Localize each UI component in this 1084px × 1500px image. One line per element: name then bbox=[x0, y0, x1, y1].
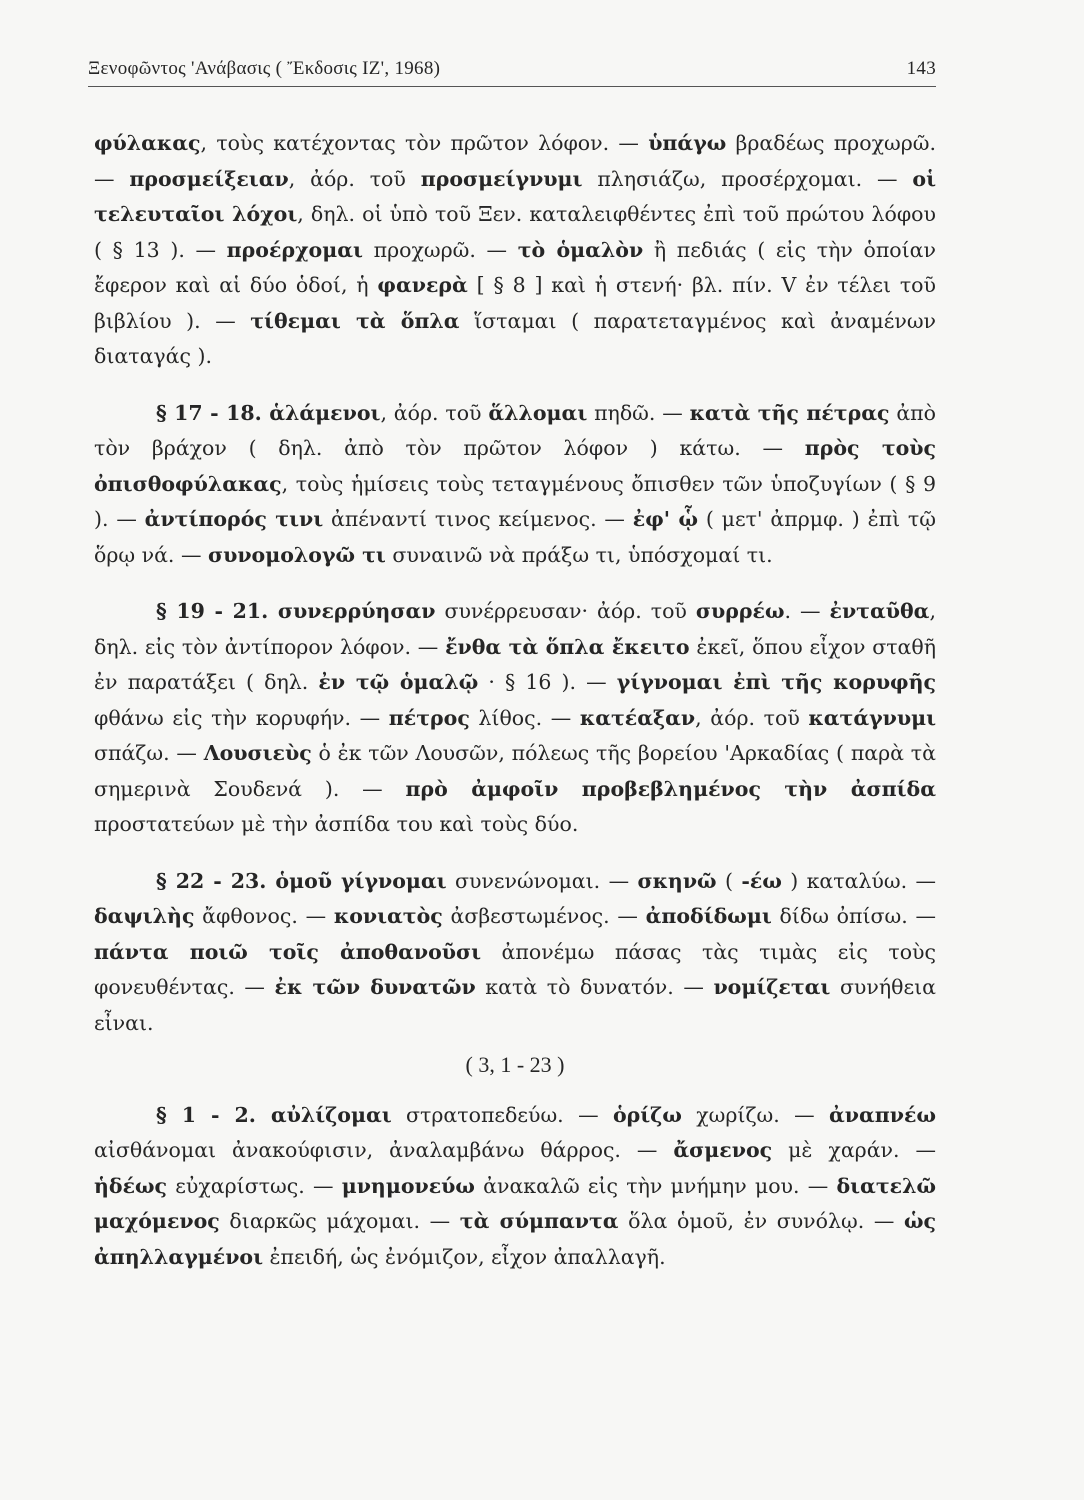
gloss-text: στρατοπεδεύω. — bbox=[391, 1102, 613, 1127]
lemma-term: κατάγνυμι bbox=[808, 705, 937, 730]
lemma-term: § 1 - 2. bbox=[156, 1102, 271, 1127]
gloss-text: μὲ χαράν. — bbox=[772, 1138, 937, 1162]
gloss-text: προχωρῶ. — bbox=[362, 237, 518, 262]
header-title: Ξενοφῶντος 'Ανάβασις ( Ἔκδοσις ΙΖ', 1968) bbox=[88, 58, 441, 79]
gloss-text: ) καταλύω. — bbox=[781, 868, 936, 893]
gloss-text: ἐκεῖ, ὅπου εἶχον σταθῆ ἐν παρατάξει ( δηλ. bbox=[94, 634, 937, 694]
gloss-text: πηδῶ. — bbox=[587, 400, 690, 425]
lemma-term: πέτρος bbox=[388, 705, 470, 730]
gloss-text: ( μετ' ἀπρμφ. ) ἐπὶ τῷ ὅρῳ νά. — bbox=[94, 507, 936, 567]
lemma-term: κατέαξαν bbox=[579, 705, 696, 730]
gloss-text: ( bbox=[716, 868, 742, 893]
lemma-term: ἔνθα τὰ ὅπλα ἔκειτο bbox=[445, 634, 690, 659]
paragraph-1 bbox=[94, 126, 936, 375]
lemma-term: αὐλίζομαι bbox=[270, 1102, 392, 1127]
lemma-term: συνερρύησαν bbox=[277, 599, 436, 623]
lemma-term: κονιατὸς bbox=[333, 904, 443, 928]
lemma-term: ἁλάμενοι bbox=[269, 400, 381, 425]
gloss-text: ἀσβεστωμένος. — bbox=[442, 904, 646, 928]
gloss-text: συνήθεια εἶναι. bbox=[94, 975, 936, 1035]
gloss-text: ἢ πεδιάς ( εἰς τὴν ὁποίαν ἔφερον καὶ αἱ δύο ὁδοί, ἡ bbox=[94, 237, 936, 297]
lemma-term: ἀναπνέω bbox=[829, 1102, 937, 1127]
lemma-term: φύλακας bbox=[94, 131, 201, 155]
lemma-term: προσμείξειαν bbox=[129, 166, 289, 191]
gloss-text: , ἀόρ. τοῦ bbox=[380, 400, 489, 425]
lemma-term: διατελῶ μαχόμενος bbox=[94, 1173, 936, 1233]
gloss-text: χωρίζω. — bbox=[681, 1102, 830, 1127]
paragraph-section-1-2 bbox=[94, 1098, 936, 1276]
lemma-term: οἱ τελευταῖοι λόχοι bbox=[94, 166, 936, 226]
lemma-term: μνημονεύω bbox=[341, 1173, 475, 1198]
paragraph-section-22-23 bbox=[94, 864, 936, 1042]
gloss-text: ἀπέναντί τινος κείμενος. — bbox=[323, 507, 633, 531]
lemma-term: πρὸς τοὺς ὀπισθοφύλακας bbox=[94, 436, 937, 496]
lemma-term: ἐνταῦθα bbox=[829, 599, 930, 623]
gloss-text: , ἀόρ. τοῦ bbox=[695, 705, 809, 730]
gloss-text: ἀπονέμω πάσας τὰς τιμὰς εἰς τοὺς φονευθέντας. — bbox=[94, 939, 936, 999]
lemma-term: § 17 - 18. bbox=[156, 400, 270, 425]
lemma-term: προέρχομαι bbox=[226, 237, 363, 262]
lemma-term: § 22 - 23. bbox=[156, 868, 276, 893]
gloss-text: ἀνακαλῶ εἰς τὴν μνήμην μου. — bbox=[474, 1173, 837, 1198]
gloss-text: [ § 8 ] καὶ ἡ στενή· βλ. πίν. V ἐν τέλει τοῦ βιβλίου ). — bbox=[94, 273, 936, 333]
gloss-text: ἐπειδή, ὡς ἐνόμιζον, εἶχον ἀπαλλαγῆ. bbox=[263, 1244, 666, 1269]
gloss-text: συνέρρευσαν· ἀόρ. τοῦ bbox=[435, 599, 696, 623]
gloss-text: εὐχαρίστως. — bbox=[167, 1173, 342, 1198]
gloss-text: ἵσταμαι ( παρατεταγμένος καὶ ἀναμένων διαταγάς ). bbox=[94, 308, 937, 368]
gloss-text: · § 16 ). — bbox=[478, 670, 617, 694]
gloss-text: κατὰ τὸ δυνατόν. — bbox=[475, 975, 714, 999]
lemma-term: ὑπάγω bbox=[648, 131, 727, 155]
running-header bbox=[88, 58, 936, 87]
gloss-text: διαρκῶς μάχομαι. — bbox=[219, 1209, 460, 1233]
lemma-term: ἄσμενος bbox=[673, 1138, 773, 1162]
lemma-term: πάντα ποιῶ τοῖς ἀποθανοῦσι bbox=[94, 939, 482, 964]
chapter-heading: ( 3, 1 - 23 ) bbox=[465, 1052, 565, 1077]
gloss-text: , δηλ. οἱ ὑπὸ τοῦ Ξεν. καταλειφθέντες ἐπὶ τοῦ πρώτου λόφου ( § 13 ). — bbox=[94, 202, 936, 262]
gloss-text: δίδω ὀπίσω. — bbox=[771, 904, 936, 928]
lemma-term: ἅλλομαι bbox=[488, 400, 588, 425]
lemma-term: § 19 - 21. bbox=[156, 599, 278, 623]
gloss-text: λίθος. — bbox=[469, 705, 580, 730]
lemma-term: ἐν τῷ ὁμαλῷ bbox=[318, 670, 479, 694]
paragraph-section-19-21 bbox=[94, 594, 936, 843]
lemma-term: νομίζεται bbox=[713, 975, 831, 999]
lemma-term: κατὰ τῆς πέτρας bbox=[689, 400, 890, 425]
lemma-term: ἀποδίδωμι bbox=[645, 904, 772, 928]
lemma-term: ἡδέως bbox=[94, 1173, 168, 1198]
gloss-text: , δηλ. εἰς τὸν ἀντίπορον λόφον. — bbox=[94, 599, 936, 659]
gloss-text: ὅλα ὁμοῦ, ἐν συνόλῳ. — bbox=[618, 1209, 904, 1233]
gloss-text: συνενώνομαι. — bbox=[446, 868, 638, 893]
lemma-term: σκηνῶ bbox=[637, 868, 717, 893]
lemma-term: συνομολογῶ τι bbox=[207, 542, 386, 567]
gloss-text: αἰσθάνομαι ἀνακούφισιν, ἀναλαμβάνω θάρρος. — bbox=[94, 1138, 674, 1162]
lemma-term: πρὸ ἀμφοῖν προβεβλημένος τὴν ἀσπίδα bbox=[405, 776, 936, 801]
page-body bbox=[94, 126, 936, 1275]
gloss-text: ἀπὸ τὸν βράχον ( δηλ. ἀπὸ τὸν πρῶτον λόφον ) κάτω. — bbox=[94, 400, 936, 460]
gloss-text: ὁ ἐκ τῶν Λουσῶν, πόλεως τῆς βορείου 'Αρκαδίας ( παρὰ τὰ σημερινὰ Σουδενά ). — bbox=[94, 741, 936, 801]
lemma-term: ἐκ τῶν δυνατῶν bbox=[274, 975, 476, 999]
lemma-term: ὡς ἀπηλλαγμένοι bbox=[94, 1209, 936, 1269]
gloss-text: , τοὺς κατέχοντας τὸν πρῶτον λόφον. — bbox=[200, 131, 649, 155]
gloss-text: φθάνω εἰς τὴν κορυφήν. — bbox=[94, 705, 389, 730]
page-number: 143 bbox=[906, 58, 936, 79]
lemma-term: φανερὰ bbox=[377, 273, 468, 297]
lemma-term: ἐφ' ᾧ bbox=[632, 507, 698, 531]
gloss-text: ἄφθονος. — bbox=[194, 904, 334, 928]
lemma-term: ὁμοῦ γίγνομαι bbox=[275, 868, 447, 893]
lemma-term: ἀντίπορός τινι bbox=[144, 507, 324, 531]
gloss-text: πλησιάζω, προσέρχομαι. — bbox=[582, 166, 913, 191]
lemma-term: προσμείγνυμι bbox=[420, 166, 583, 191]
lemma-term: τὸ ὁμαλὸν bbox=[517, 237, 644, 262]
lemma-term: δαψιλὴς bbox=[94, 904, 195, 928]
gloss-text: προστατεύων μὲ τὴν ἀσπίδα του καὶ τοὺς δύο. bbox=[94, 812, 579, 836]
lemma-term: -έω bbox=[741, 868, 782, 893]
gloss-text: , τοὺς ἡμίσεις τοὺς τεταγμένους ὄπισθεν τῶν ὑποζυγίων ( § 9 ). — bbox=[94, 471, 936, 531]
gloss-text: σπάζω. — bbox=[94, 741, 204, 765]
lemma-term: γίγνομαι ἐπὶ τῆς κορυφῆς bbox=[616, 670, 936, 694]
lemma-term: Λουσιεὺς bbox=[203, 741, 312, 765]
gloss-text: βραδέως προχωρῶ. — bbox=[94, 131, 937, 191]
gloss-text: συναινῶ νὰ πράξω τι, ὑπόσχομαί τι. bbox=[385, 542, 773, 567]
lemma-term: τὰ σύμπαντα bbox=[459, 1209, 619, 1233]
lemma-term: συρρέω bbox=[695, 599, 785, 623]
lemma-term: ὁρίζω bbox=[612, 1102, 682, 1127]
gloss-text: , ἀόρ. τοῦ bbox=[288, 166, 421, 191]
lemma-term: τίθεμαι τὰ ὅπλα bbox=[250, 308, 460, 333]
paragraph-section-17-18 bbox=[94, 396, 936, 574]
gloss-text: . — bbox=[784, 599, 830, 623]
